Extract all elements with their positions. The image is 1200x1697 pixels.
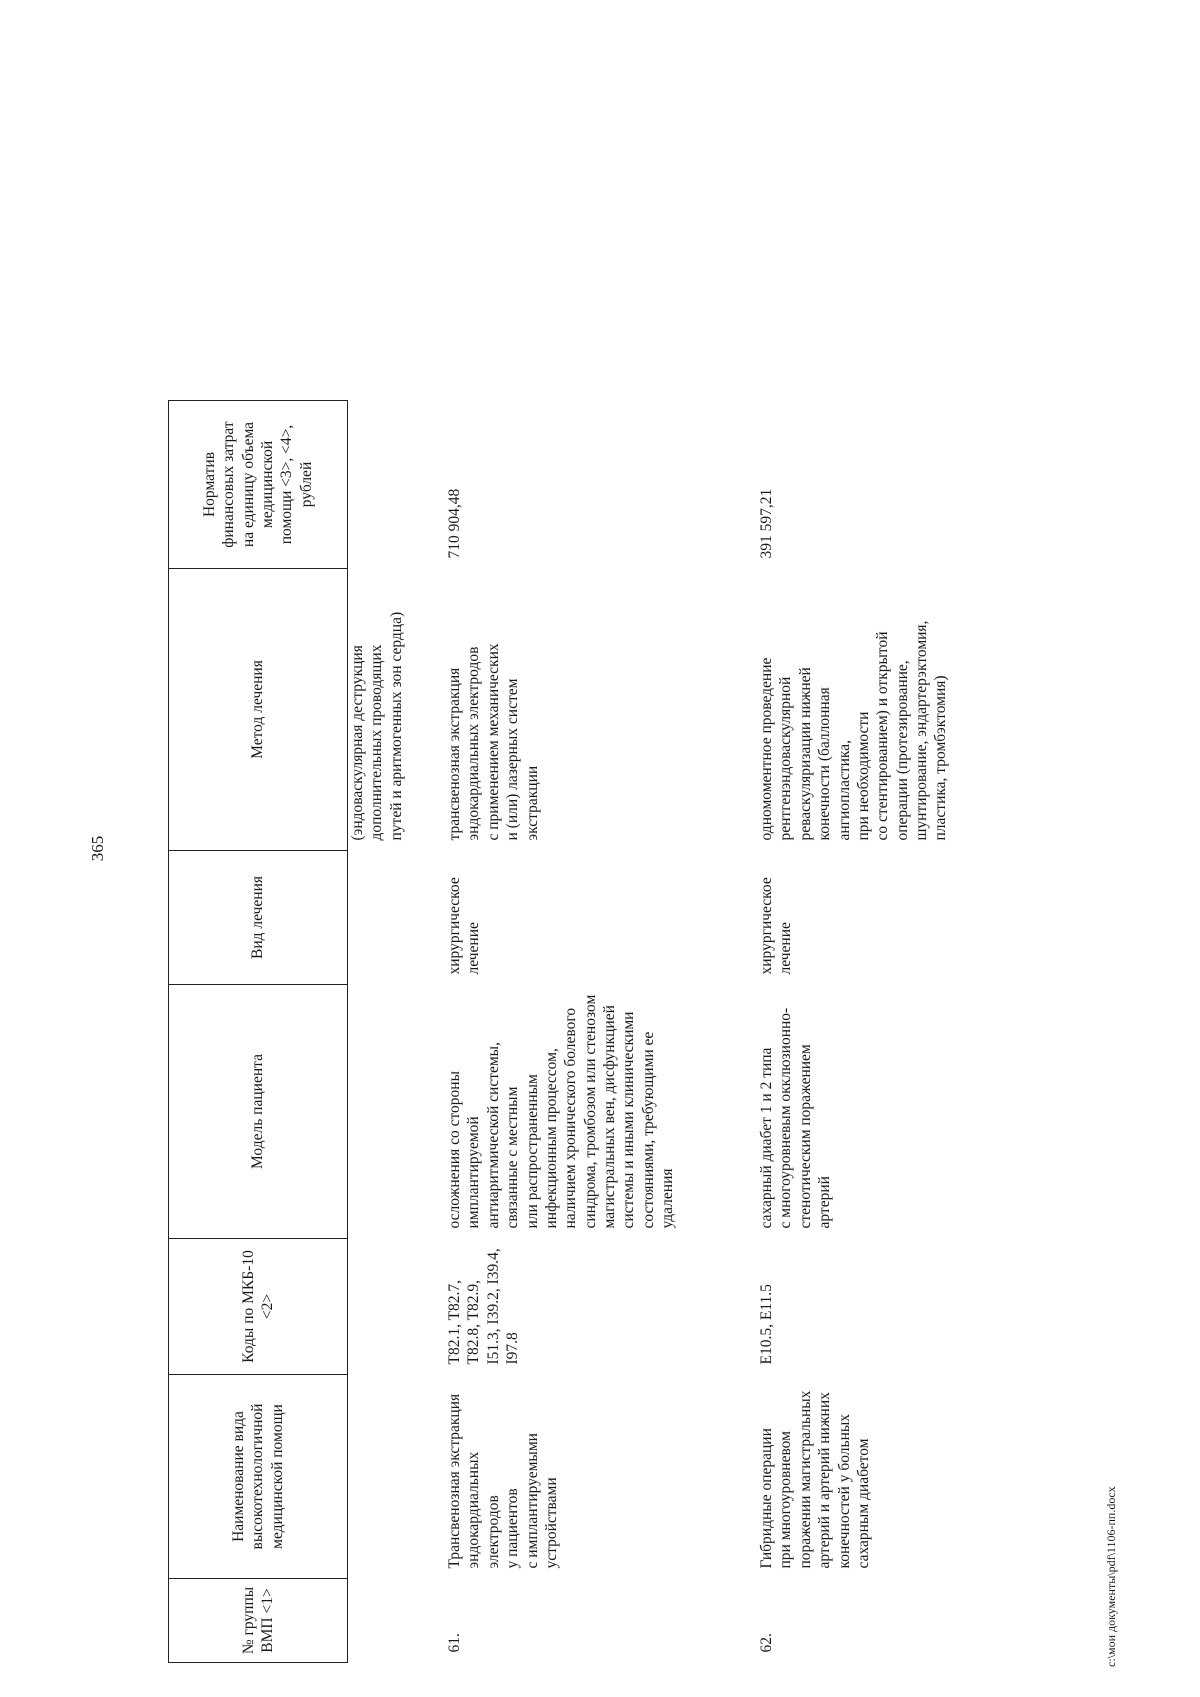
header-group-number: № группы ВМП <1> xyxy=(169,1579,348,1663)
header-treatment-method: Метод лечения xyxy=(169,569,348,851)
patient-model-cell: осложнения со стороны имплантируемой антиаритмической системы, связанные с местным или распространенным инфекционным процессом, наличием хронического болевого синдрома, тромбозом или стенозом магистральных вен, дисфункцией системы и иными клиническими состояниями, требующими ее удаления xyxy=(446,994,677,1229)
care-type-name-cell: Трансвенозная экстракция эндокардиальных электродов у пациентов с имплантируемыми устройствами xyxy=(446,1393,560,1569)
cost-norm-cell: 391 597,21 xyxy=(758,488,775,559)
table-row-continuation xyxy=(348,401,446,1663)
group-number-cell: 62. xyxy=(758,1633,775,1653)
table-row xyxy=(757,401,953,1663)
method-cell: одномоментное проведение рентгенэндоваскулярной реваскуляризации нижней конечности (баллонная ангиопластика, при необходимости со стентированием) и открытой операции (протезирование, шунтирование, эндартерэктомия, пластика, тромбэктомия) xyxy=(758,620,950,841)
patient-model-cell: сахарный диабет 1 и 2 типа с многоуровневым окклюзионно- стенотическим поражением артерий xyxy=(758,1007,834,1229)
header-treatment-type: Вид лечения xyxy=(169,851,348,985)
care-type-name-cell: Гибридные операции при многоуровневом поражении магистральных артерий и артерий нижних конечностей у больных сахарным диабетом xyxy=(758,1390,872,1569)
method-cell: трансвенозная экстракция эндокардиальных электродов с применением механических и (или) лазерных систем экстракции xyxy=(446,643,541,841)
icd10-codes-cell: E10.5, E11.5 xyxy=(758,1284,775,1365)
table-row xyxy=(445,401,757,1663)
icd10-codes-cell: T82.1, T82.7, T82.8, T82.9, I51.3, I39.2, I39.4, I97.8 xyxy=(446,1248,522,1365)
table-header-row xyxy=(169,401,348,1663)
header-patient-model: Модель пациента xyxy=(169,985,348,1239)
method-cell: (эндоваскулярная деструкция дополнительных проводящих путей и аритмогенных зон сердца) xyxy=(349,611,405,841)
group-number-cell: 61. xyxy=(446,1633,463,1653)
vmp-table xyxy=(168,400,953,1663)
header-care-type-name: Наименование вида высокотехнологичной медицинской помощи xyxy=(169,1375,348,1579)
file-path-footer: c:\мои документы\pdf\1106-пп.docx xyxy=(1104,1486,1118,1667)
header-icd10-codes: Коды по МКБ-10 <2> xyxy=(169,1239,348,1375)
treatment-type-cell: хирургическое лечение xyxy=(758,877,795,975)
header-cost-norm: Норматив финансовых затрат на единицу объема медицинской помощи <3>, <4>, рублей xyxy=(169,401,348,569)
page-number: 365 xyxy=(88,835,107,862)
cost-norm-cell: 710 904,48 xyxy=(446,488,463,559)
treatment-type-cell: хирургическое лечение xyxy=(446,877,483,975)
